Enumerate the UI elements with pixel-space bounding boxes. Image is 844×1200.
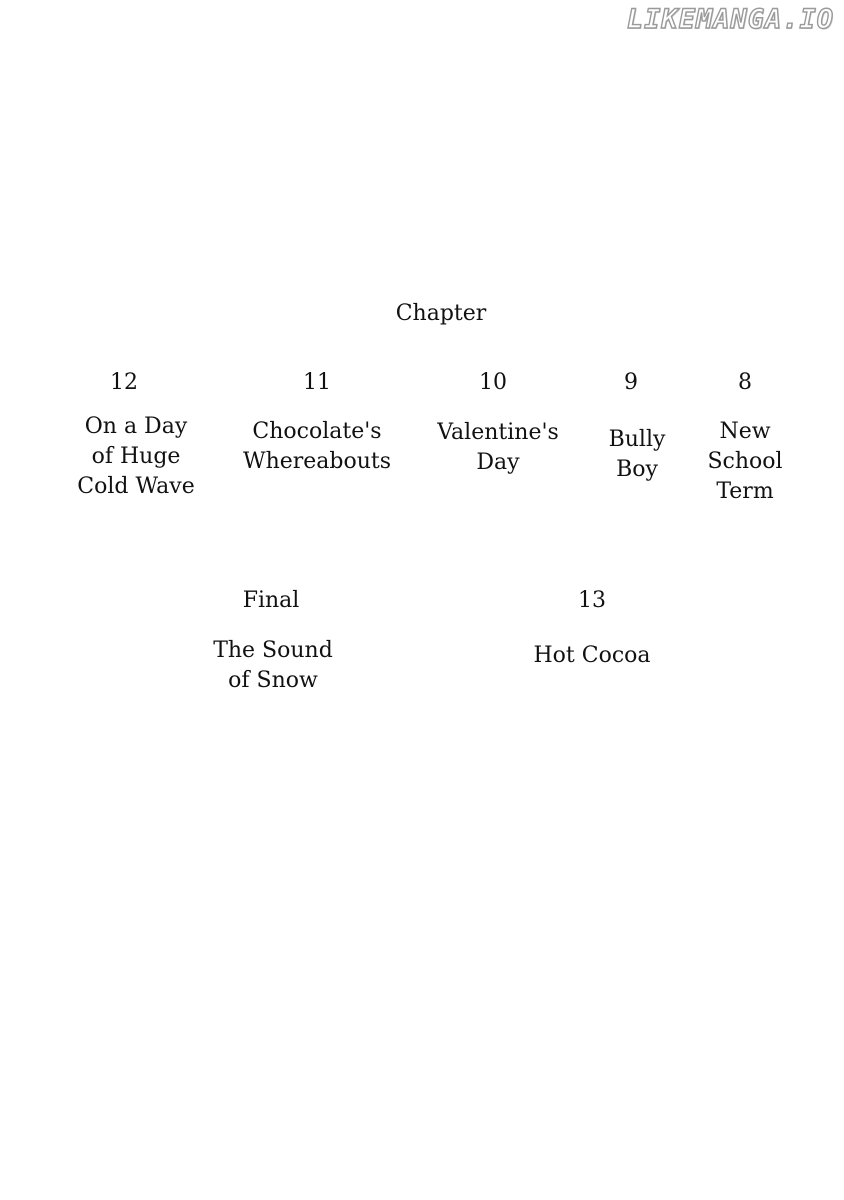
chapter-entry-13 xyxy=(512,586,672,671)
chapter-number: 12 xyxy=(110,370,138,395)
chapter-entry-final xyxy=(193,586,353,696)
chapter-number: 9 xyxy=(624,370,638,395)
chapter-heading: Chapter xyxy=(395,301,487,326)
site-watermark: LIKEMANGA.IO xyxy=(626,4,834,35)
chapter-title: On a Day of Huge Cold Wave xyxy=(77,414,195,499)
chapter-entry-11 xyxy=(232,368,402,477)
chapter-number: 10 xyxy=(479,370,507,395)
chapter-title: Hot Cocoa xyxy=(533,643,651,668)
chapter-number: 8 xyxy=(738,370,752,395)
chapter-number: 13 xyxy=(578,588,606,613)
chapter-entry-9 xyxy=(592,368,682,485)
chapter-title: New School Term xyxy=(707,419,783,504)
chapter-number: 11 xyxy=(303,370,331,395)
chapter-title: Chocolate's Whereabouts xyxy=(242,419,392,474)
chapter-entry-12 xyxy=(56,368,216,502)
chapter-title: Bully Boy xyxy=(608,427,666,482)
chapter-number: Final xyxy=(242,588,300,613)
chapter-entry-10 xyxy=(418,368,578,478)
chapter-entry-8 xyxy=(700,368,790,507)
chapter-title: The Sound of Snow xyxy=(213,638,333,693)
chapter-title: Valentine's Day xyxy=(437,420,559,475)
